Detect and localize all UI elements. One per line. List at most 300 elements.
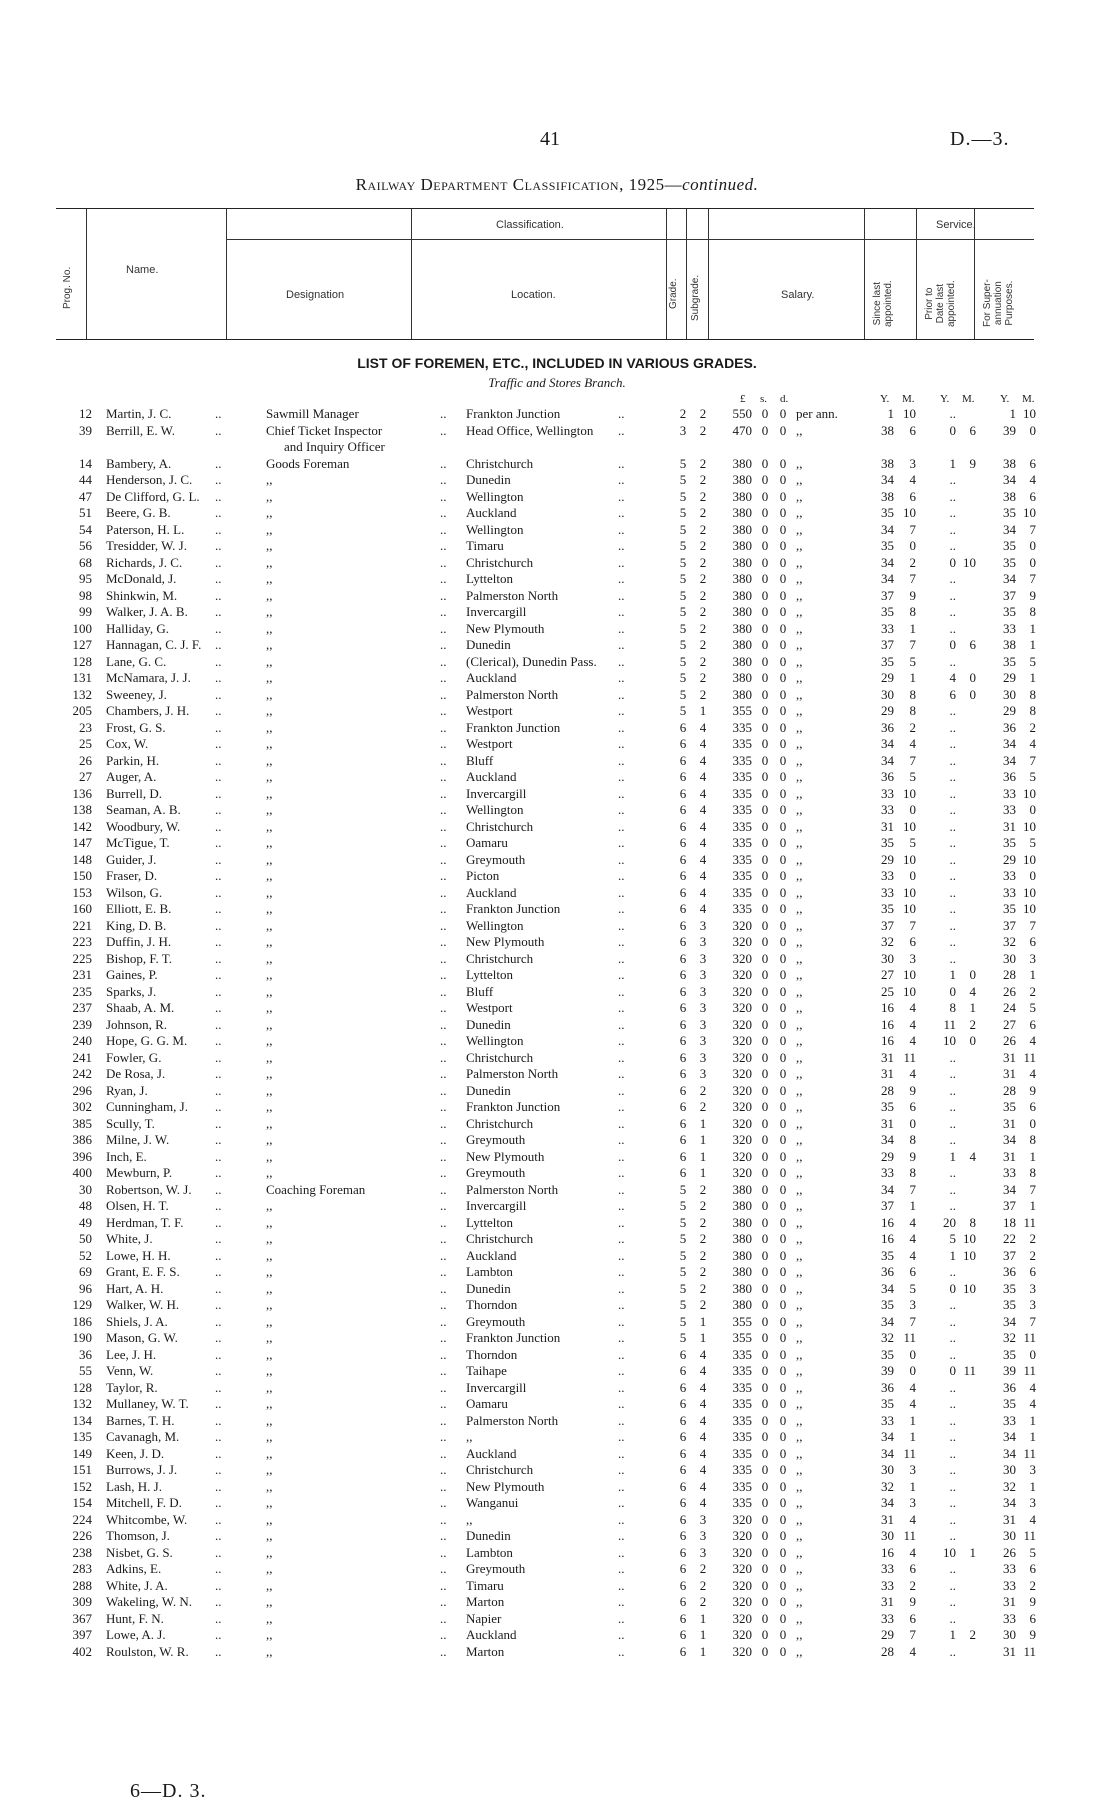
since-last-months-cell: 1 — [909, 670, 916, 685]
leader-dots: .. — [440, 1379, 447, 1395]
salary-shillings-cell: 0 — [761, 785, 769, 801]
designation-cell: ,, — [266, 653, 273, 669]
salary-period-cell: ,, — [796, 1643, 803, 1659]
grade-cell: 5 — [679, 1313, 687, 1329]
salary-pence-cell: 0 — [779, 1478, 787, 1494]
employee-name: Duffin, J. H. — [106, 934, 172, 949]
leader-dots: .. — [215, 917, 222, 933]
designation-cell: ,, — [266, 818, 273, 834]
table-row — [0, 720, 1114, 736]
leader-dots: .. — [215, 1478, 222, 1494]
leader-dots: .. — [440, 571, 447, 586]
since-last-months-cell: 7 — [909, 571, 916, 586]
leader-dots: .. — [440, 620, 447, 636]
leader-dots: .. — [215, 1016, 222, 1032]
unit-shillings: s. — [760, 393, 768, 405]
leader-dots: .. — [618, 967, 625, 982]
table-row — [0, 703, 1114, 719]
super-months-cell: 5 — [1029, 1000, 1036, 1015]
since-last-years-cell: 33 — [881, 620, 894, 636]
since-last-months-cell: 0 — [909, 802, 916, 817]
leader-dots: .. — [440, 983, 447, 999]
super-months-cell: 0 — [1029, 422, 1036, 438]
salary-period-cell: ,, — [796, 472, 803, 487]
leader-dots: .. — [440, 934, 447, 949]
salary-shillings-cell: 0 — [761, 934, 769, 949]
salary-shillings-cell: 0 — [761, 1132, 769, 1147]
since-last-years-cell: 16 — [881, 1214, 894, 1230]
salary-pounds-cell: 380 — [732, 1198, 752, 1213]
salary-shillings-cell: 0 — [761, 1445, 769, 1461]
since-last-years-cell: 36 — [881, 1379, 894, 1395]
salary-pence-cell: 0 — [779, 488, 787, 504]
super-months-cell: 4 — [1029, 1066, 1036, 1081]
location-cell: Timaru — [466, 1577, 504, 1593]
since-last-months-cell: 11 — [903, 1330, 916, 1345]
leader-dots: .. — [618, 950, 625, 966]
salary-pence-cell: 0 — [779, 719, 787, 735]
grade-cell: 6 — [679, 835, 687, 850]
subgrade-cell: 3 — [699, 1049, 707, 1065]
prog-number: 95 — [79, 571, 92, 586]
prog-number: 56 — [79, 538, 92, 553]
designation-cell: ,, — [266, 1198, 273, 1213]
table-row — [0, 1116, 1114, 1132]
salary-pounds-cell: 335 — [732, 736, 752, 751]
table-row — [0, 1363, 1114, 1379]
table-row — [0, 571, 1114, 587]
leader-dots: .. — [618, 802, 625, 817]
designation-cell: ,, — [266, 1165, 273, 1180]
designation-cell: ,, — [266, 1247, 273, 1263]
leader-dots: .. — [440, 1544, 447, 1560]
since-last-years-cell: 29 — [881, 703, 894, 718]
super-months-cell: 7 — [1029, 1181, 1036, 1197]
subgrade-cell: 4 — [699, 884, 707, 900]
leader-dots: .. — [440, 1594, 447, 1609]
grade-cell: 5 — [679, 670, 687, 685]
employee-name: Seaman, A. B. — [106, 802, 181, 817]
since-last-months-cell: 6 — [909, 1610, 916, 1626]
subgrade-cell: 2 — [699, 1231, 707, 1246]
table-row — [0, 835, 1114, 851]
table-row — [0, 1578, 1114, 1594]
since-last-years-cell: 16 — [881, 1016, 894, 1032]
salary-pence-cell: 0 — [779, 1396, 787, 1411]
since-last-months-cell: 10 — [903, 983, 916, 999]
super-months-cell: 9 — [1029, 1594, 1036, 1609]
leader-dots: .. — [618, 1643, 625, 1659]
prog-number: 51 — [79, 505, 92, 520]
designation-cell: Coaching Foreman — [266, 1181, 366, 1197]
subgrade-cell: 4 — [699, 835, 707, 850]
super-years-cell: 34 — [1003, 1132, 1016, 1147]
grade-cell: 6 — [679, 1033, 687, 1048]
salary-pence-cell: 0 — [779, 1412, 787, 1428]
salary-pounds-cell: 320 — [732, 1594, 752, 1609]
salary-period-cell: ,, — [796, 934, 803, 949]
leader-dots: .. — [440, 1082, 447, 1098]
super-months-cell: 4 — [1029, 1396, 1036, 1411]
since-last-months-cell: 4 — [909, 1643, 916, 1659]
since-last-years-cell: 38 — [881, 422, 894, 438]
grade-cell: 6 — [679, 1511, 687, 1527]
employee-name: Halliday, G. — [106, 620, 170, 636]
since-last-years-cell: 33 — [881, 1165, 894, 1180]
location-cell: Wellington — [466, 917, 524, 933]
employee-name: Shiels, J. A. — [106, 1313, 168, 1329]
prior-months-cell: 9 — [969, 455, 976, 471]
leader-dots: .. — [618, 505, 625, 520]
prog-number: 154 — [72, 1495, 92, 1510]
leader-dots: .. — [440, 1066, 447, 1081]
leader-dots: .. — [215, 1280, 222, 1296]
employee-name: Walker, J. A. B. — [106, 604, 188, 619]
leader-dots: .. — [618, 686, 625, 702]
leader-dots: .. — [440, 1478, 447, 1494]
super-months-cell: 11 — [1023, 1363, 1036, 1378]
prog-number: 12 — [79, 406, 92, 421]
salary-pence-cell: 0 — [779, 736, 787, 751]
table-row — [0, 1528, 1114, 1544]
employee-name: Milne, J. W. — [106, 1132, 170, 1147]
salary-pounds-cell: 335 — [732, 769, 752, 784]
leader-dots: .. — [215, 818, 222, 834]
super-years-cell: 30 — [1003, 1462, 1016, 1477]
subgrade-cell: 2 — [699, 1247, 707, 1263]
leader-dots: .. — [618, 604, 625, 619]
super-years-cell: 28 — [1003, 1082, 1016, 1098]
leader-dots: .. — [440, 521, 447, 537]
unit-months: M. — [962, 393, 975, 405]
salary-shillings-cell: 0 — [761, 1610, 769, 1626]
leader-dots: .. — [440, 1181, 447, 1197]
designation-cell: ,, — [266, 769, 273, 784]
leader-dots: .. — [618, 769, 625, 784]
grade-cell: 5 — [679, 521, 687, 537]
location-cell: Wellington — [466, 521, 524, 537]
leader-dots: .. — [618, 620, 625, 636]
leader-dots: .. — [215, 1297, 222, 1312]
employee-name: Wakeling, W. N. — [106, 1594, 192, 1609]
salary-shillings-cell: 0 — [761, 1594, 769, 1609]
location-cell: Thorndon — [466, 1297, 518, 1312]
since-last-months-cell: 4 — [909, 1000, 916, 1015]
table-row — [0, 1017, 1114, 1033]
employee-name: Lowe, H. H. — [106, 1247, 171, 1263]
grade-cell: 6 — [679, 884, 687, 900]
salary-period-cell: ,, — [796, 653, 803, 669]
grade-cell: 5 — [679, 571, 687, 586]
salary-pence-cell: 0 — [779, 835, 787, 850]
super-months-cell: 11 — [1023, 1643, 1036, 1659]
salary-period-cell: ,, — [796, 521, 803, 537]
salary-shillings-cell: 0 — [761, 1165, 769, 1180]
salary-pounds-cell: 335 — [732, 884, 752, 900]
leader-dots: .. — [215, 1099, 222, 1114]
salary-shillings-cell: 0 — [761, 1577, 769, 1593]
superannuation-header: For Super- annuation Purposes. — [982, 279, 1015, 327]
designation-cell: ,, — [266, 752, 273, 768]
since-last-months-cell: 4 — [909, 1231, 916, 1246]
subgrade-cell: 4 — [699, 1462, 707, 1477]
leader-dots: .. — [440, 884, 447, 900]
table-row — [0, 1611, 1114, 1627]
leader-dots: .. — [215, 554, 222, 570]
employee-name: Lash, H. J. — [106, 1478, 162, 1494]
since-last-years-cell: 35 — [881, 653, 894, 669]
salary-pence-cell: 0 — [779, 670, 787, 685]
subgrade-cell: 2 — [699, 1280, 707, 1296]
salary-period-cell: ,, — [796, 1445, 803, 1461]
prog-number: 14 — [79, 455, 92, 471]
prior-years-cell: 6 — [949, 686, 956, 702]
leader-dots: .. — [215, 703, 222, 718]
since-last-years-cell: 35 — [881, 1247, 894, 1263]
leader-dots: .. — [215, 1148, 222, 1164]
salary-pence-cell: 0 — [779, 1165, 787, 1180]
salary-pence-cell: 0 — [779, 1313, 787, 1329]
leader-dots: .. — [618, 1495, 625, 1510]
salary-pounds-cell: 320 — [732, 1016, 752, 1032]
since-last-years-cell: 35 — [881, 505, 894, 520]
since-last-months-cell: 6 — [909, 934, 916, 949]
prog-number: 235 — [72, 983, 92, 999]
super-years-cell: 31 — [1003, 1511, 1016, 1527]
salary-pounds-cell: 380 — [732, 686, 752, 702]
subgrade-cell: 4 — [699, 1363, 707, 1378]
super-months-cell: 5 — [1029, 1544, 1036, 1560]
salary-pounds-cell: 320 — [732, 967, 752, 982]
since-last-months-cell: 11 — [903, 1528, 916, 1543]
grade-cell: 5 — [679, 538, 687, 553]
grade-cell: 6 — [679, 950, 687, 966]
table-row — [0, 637, 1114, 653]
super-months-cell: 4 — [1029, 1033, 1036, 1048]
leader-dots: .. — [215, 1429, 222, 1444]
prior-months-cell: 1 — [969, 1000, 976, 1015]
salary-pence-cell: 0 — [779, 703, 787, 718]
since-last-years-cell: 35 — [881, 1396, 894, 1411]
employee-name: Robertson, W. J. — [106, 1181, 192, 1197]
grade-cell: 6 — [679, 1594, 687, 1609]
subgrade-cell: 3 — [699, 917, 707, 933]
salary-period-cell: ,, — [796, 1396, 803, 1411]
leader-dots: .. — [440, 670, 447, 685]
salary-shillings-cell: 0 — [761, 1214, 769, 1230]
salary-period-cell: ,, — [796, 851, 803, 867]
since-last-months-cell: 4 — [909, 1544, 916, 1560]
salary-period-cell: ,, — [796, 1610, 803, 1626]
salary-shillings-cell: 0 — [761, 1049, 769, 1065]
salary-period-cell: ,, — [796, 1231, 803, 1246]
designation-cell: ,, — [266, 1528, 273, 1543]
prog-number: 153 — [72, 884, 92, 900]
leader-dots: .. — [440, 1033, 447, 1048]
prog-number: 39 — [79, 422, 92, 438]
since-last-months-cell: 10 — [903, 818, 916, 834]
table-row — [0, 918, 1114, 934]
leader-dots: .. — [440, 1462, 447, 1477]
location-cell: Greymouth — [466, 1165, 526, 1180]
leader-dots: .. — [440, 604, 447, 619]
super-months-cell: 10 — [1023, 505, 1036, 520]
salary-pence-cell: 0 — [779, 1297, 787, 1312]
employee-name: Parkin, H. — [106, 752, 160, 768]
super-years-cell: 34 — [1003, 521, 1016, 537]
since-last-months-cell: 1 — [909, 1478, 916, 1494]
leader-dots: .. — [440, 637, 447, 652]
designation-cell: ,, — [266, 1066, 273, 1081]
salary-shillings-cell: 0 — [761, 1181, 769, 1197]
since-last-years-cell: 38 — [881, 455, 894, 471]
designation-cell: ,, — [266, 1049, 273, 1065]
employee-name: Sweeney, J. — [106, 686, 167, 702]
salary-pence-cell: 0 — [779, 1561, 787, 1576]
leader-dots: .. — [215, 422, 222, 438]
table-row — [0, 1627, 1114, 1643]
location-cell: New Plymouth — [466, 934, 545, 949]
table-row — [0, 1297, 1114, 1313]
super-months-cell: 4 — [1029, 1511, 1036, 1527]
location-cell: Bluff — [466, 752, 494, 768]
leader-dots: .. — [215, 769, 222, 784]
unit-months: M. — [1022, 393, 1035, 405]
leader-dots: .. — [440, 472, 447, 487]
since-last-months-cell: 4 — [909, 1396, 916, 1411]
salary-period-cell: ,, — [796, 719, 803, 735]
salary-pence-cell: 0 — [779, 769, 787, 784]
since-last-months-cell: 0 — [909, 1363, 916, 1378]
super-months-cell: 8 — [1029, 703, 1036, 718]
subgrade-cell: 2 — [699, 1264, 707, 1279]
leader-dots: .. — [618, 1198, 625, 1213]
super-years-cell: 30 — [1003, 1528, 1016, 1543]
location-cell: Bluff — [466, 983, 494, 999]
salary-shillings-cell: 0 — [761, 1297, 769, 1312]
since-last-years-cell: 34 — [881, 1495, 894, 1510]
super-years-cell: 31 — [1003, 1594, 1016, 1609]
subgrade-cell: 4 — [699, 719, 707, 735]
since-last-years-cell: 35 — [881, 538, 894, 553]
super-years-cell: 34 — [1003, 1429, 1016, 1444]
designation-cell: ,, — [266, 1082, 273, 1098]
location-cell: Christchurch — [466, 554, 534, 570]
location-cell: Marton — [466, 1643, 505, 1659]
employee-name: Beere, G. B. — [106, 505, 171, 520]
location-cell: Auckland — [466, 884, 517, 900]
designation-cell: ,, — [266, 934, 273, 949]
super-years-cell: 35 — [1003, 1297, 1016, 1312]
salary-pence-cell: 0 — [779, 1429, 787, 1444]
table-row — [0, 1132, 1114, 1148]
prior-years-cell: 1 — [949, 455, 956, 471]
salary-pounds-cell: 380 — [732, 637, 752, 652]
since-last-years-cell: 37 — [881, 917, 894, 933]
salary-shillings-cell: 0 — [761, 1148, 769, 1164]
salary-period-cell: ,, — [796, 1412, 803, 1428]
salary-pounds-cell: 355 — [732, 1330, 752, 1345]
leader-dots: .. — [618, 1462, 625, 1477]
location-cell: Christchurch — [466, 455, 534, 471]
table-row — [0, 1330, 1114, 1346]
super-months-cell: 7 — [1029, 1313, 1036, 1329]
subgrade-cell: 4 — [699, 752, 707, 768]
since-last-years-cell: 31 — [881, 1049, 894, 1065]
since-last-months-cell: 8 — [909, 604, 916, 619]
since-last-months-cell: 8 — [909, 1165, 916, 1180]
salary-period-cell: ,, — [796, 1528, 803, 1543]
salary-pounds-cell: 550 — [732, 406, 752, 421]
leader-dots: .. — [215, 587, 222, 603]
prog-number: 48 — [79, 1198, 92, 1213]
name-header: Name. — [126, 264, 159, 276]
table-row — [0, 951, 1114, 967]
employee-name: Elliott, E. B. — [106, 901, 172, 916]
table-row — [0, 588, 1114, 604]
salary-pence-cell: 0 — [779, 1082, 787, 1098]
salary-shillings-cell: 0 — [761, 752, 769, 768]
table-row — [0, 967, 1114, 983]
prior-months-cell: 10 — [963, 1231, 976, 1246]
salary-pence-cell: 0 — [779, 1346, 787, 1362]
table-row — [0, 505, 1114, 521]
salary-shillings-cell: 0 — [761, 521, 769, 537]
grade-cell: 6 — [679, 1544, 687, 1560]
leader-dots: .. — [440, 1561, 447, 1576]
salary-period-cell: ,, — [796, 1214, 803, 1230]
salary-pence-cell: 0 — [779, 1577, 787, 1593]
grade-cell: 5 — [679, 620, 687, 636]
prior-years-cell: .. — [949, 835, 956, 850]
subgrade-cell: 2 — [699, 653, 707, 669]
super-years-cell: 27 — [1003, 1016, 1016, 1032]
salary-pounds-cell: 380 — [732, 604, 752, 619]
leader-dots: .. — [215, 967, 222, 982]
grade-cell: 6 — [679, 1445, 687, 1461]
salary-shillings-cell: 0 — [761, 769, 769, 784]
leader-dots: .. — [215, 1247, 222, 1263]
since-last-months-cell: 4 — [909, 1379, 916, 1395]
super-years-cell: 35 — [1003, 1346, 1016, 1362]
salary-shillings-cell: 0 — [761, 1033, 769, 1048]
employee-name: Martin, J. C. — [106, 406, 172, 421]
leader-dots: .. — [618, 472, 625, 487]
salary-pence-cell: 0 — [779, 1115, 787, 1131]
location-cell: Auckland — [466, 1445, 517, 1461]
prior-years-cell: 1 — [949, 1627, 956, 1642]
employee-name: Herdman, T. F. — [106, 1214, 184, 1230]
prior-years-cell: .. — [949, 1198, 956, 1213]
table-row — [0, 1561, 1114, 1577]
leader-dots: .. — [440, 406, 447, 421]
subgrade-cell: 2 — [699, 1561, 707, 1576]
location-cell: Frankton Junction — [466, 1099, 561, 1114]
leader-dots: .. — [215, 1528, 222, 1543]
since-last-months-cell: 1 — [909, 1429, 916, 1444]
subgrade-cell: 4 — [699, 1478, 707, 1494]
table-row — [0, 753, 1114, 769]
since-last-years-cell: 33 — [881, 1561, 894, 1576]
table-row — [0, 1512, 1114, 1528]
employee-name: Keen, J. D. — [106, 1445, 165, 1461]
super-months-cell: 2 — [1029, 983, 1036, 999]
leader-dots: .. — [440, 769, 447, 784]
designation-cell: ,, — [266, 851, 273, 867]
location-cell: Wanganui — [466, 1495, 519, 1510]
subgrade-cell: 2 — [699, 686, 707, 702]
prior-years-cell: .. — [949, 917, 956, 933]
